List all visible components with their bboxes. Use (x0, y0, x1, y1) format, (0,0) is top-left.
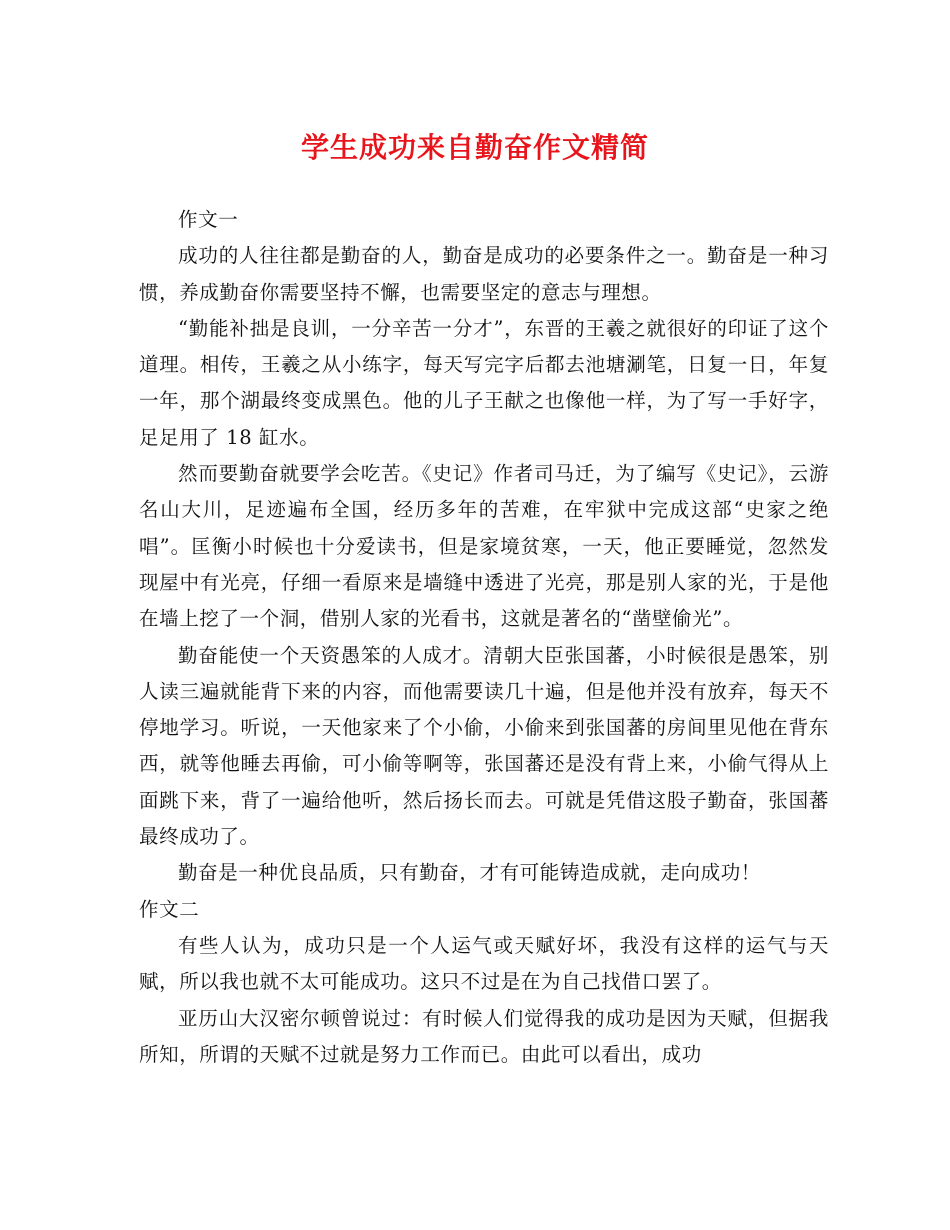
paragraph: 成功的人往往都是勤奋的人，勤奋是成功的必要条件之一。勤奋是一种习惯，养成勤奋你需要坚持不懈，也需要坚定的意志与理想。 (139, 244, 829, 304)
paragraph: 有些人认为，成功只是一个人运气或天赋好坏，我没有这样的运气与天赋，所以我也就不太可能成功。这只不过是在为自己找借口罢了。 (139, 933, 829, 994)
paragraph: 亚历山大汉密尔顿曾说过：有时候人们觉得我的成功是因为天赋，但据我所知，所谓的天赋不过就是努力工作而已。由此可以看出，成功 (139, 1006, 829, 1066)
paragraph: 勤奋能使一个天资愚笨的人成才。清朝大臣张国蕃，小时候很是愚笨，别人读三遍就能背下来的内容，而他需要读几十遍，但是他并没有放弃，每天不停地学习。听说，一天他家来了个小偷，小偷来到张国蕃的房间里见他在背东西，就等他睡去再偷，可小偷等啊等，张国蕃还是没有背上来，小偷气得从上面跳下来，背了一遍给他听，然后扬长而去。可就是凭借这股子勤奋，张国蕃最终成功了。 (139, 643, 829, 849)
paragraph: “勤能补拙是良训，一分辛苦一分才”，东晋的王羲之就很好的印证了这个道理。相传，王羲之从小练字，每天写完字后都去池塘涮笔，日复一日，年复一年，那个湖最终变成黑色。他的儿子王献之也像他一样，为了写一手好字，足足用了 18 缸水。 (139, 316, 829, 449)
paragraph-essay-one-heading: 作文一 (178, 208, 239, 231)
paragraph-essay-two-heading: 作文二 (139, 897, 200, 921)
paragraph: 勤奋是一种优良品质，只有勤奋，才有可能铸造成就，走向成功！ (178, 861, 761, 885)
document-body (139, 202, 829, 1073)
document-title: 学生成功来自勤奋作文精简 (300, 131, 649, 164)
paragraph: 然而要勤奋就要学会吃苦。《史记》作者司马迁，为了编写《史记》，云游名山大川，足迹遍布全国，经历多年的苦难，在牢狱中完成这部“史家之绝唱”。匡衡小时候也十分爱读书，但是家境贫寒，一天，他正要睡觉，忽然发现屋中有光亮，仔细一看原来是墙缝中透进了光亮，那是别人家的光，于是他在墙上挖了一个洞，借别人家的光看书，这就是著名的“凿壁偷光”。 (139, 462, 829, 631)
